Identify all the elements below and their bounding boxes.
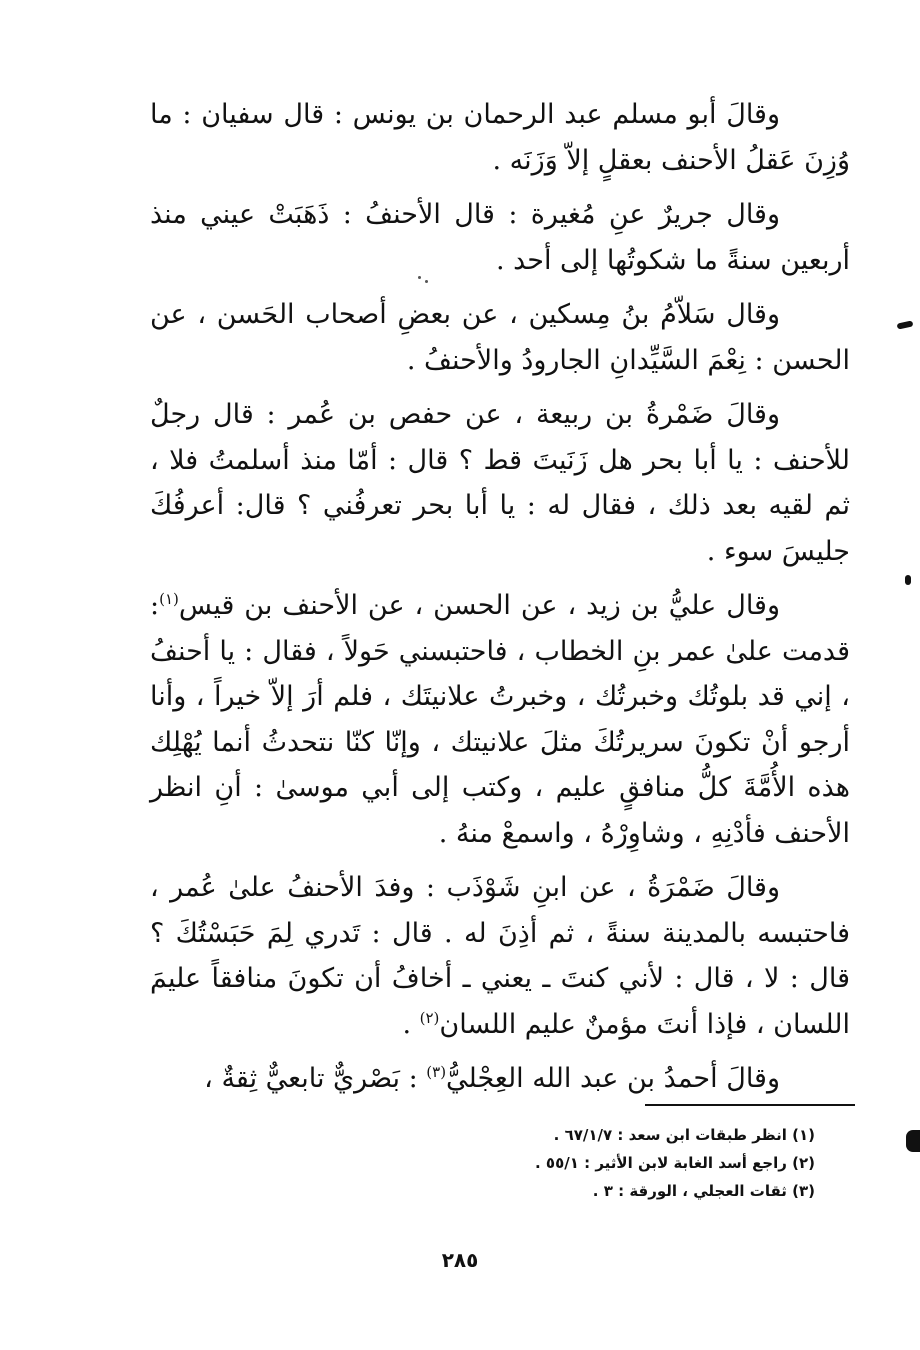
footnote-1: (١) انظر طبقات ابن سعد : ٦٧/١/٧ .	[553, 1126, 815, 1144]
footnote-3: (٣) ثقات العجلي ، الورقة : ٣ .	[592, 1182, 815, 1200]
paragraph-sallam: وقال سَلاّمُ بنُ مِسكين ، عن بعضِ أصحاب الحَسن ، عن الحسن : نِعْمَ السَّيِّدانِ الجارودُ والأحنفُ .	[150, 299, 850, 376]
paragraph-damra-2: وقالَ ضَمْرَةُ ، عن ابنِ شَوْذَب : وفدَ الأحنفُ علىٰ عُمر ، فاحتبسه بالمدينة سنةً ، ثم أذِنَ له . قال : تَدري لِمَ حَبَسْتُكَ ؟ قال : لا ، قال : لأني كنتَ ـ يعني ـ أخافُ أن تكونَ منافقاً عليمَ اللسان ، فإذا أنتَ مؤمنٌ عليم اللسان$^{(٢)}$ .	[150, 872, 850, 1040]
footnote-ref-3: (٣)	[426, 1063, 447, 1081]
paragraph-sufyan: وقالَ أبو مسلم عبد الرحمان بن يونس : قال سفيان : ما وُزِنَ عَقلُ الأحنف بعقلٍ إلاّ وَزَنَه .	[150, 99, 850, 176]
paragraph-jarir: وقال جريرٌ عنِ مُغيرة : قال الأحنفُ : ذَهَبَتْ عيني منذ أربعين سنةً ما شكوتُها إلى أحد .	[150, 199, 850, 276]
page-number: ٢٨٥	[441, 1248, 479, 1272]
scan-artifact-mark	[906, 1130, 920, 1152]
footnote-ref-2: (٢)	[419, 1008, 440, 1027]
paragraph-damra-1: وقالَ ضَمْرةُ بن ربيعة ، عن حفص بن عُمر : قال رجلٌ للأحنف : يا أبا بحر هل زَنَيتَ قط ؟ قال : أمّا منذ أسلمتُ فلا ، ثم لقيه بعد ذلك ، فقال له : يا أبا بحر تعرفُني ؟ قال: أعرفُكَ جليسَ سوء .	[150, 399, 850, 567]
scan-artifact-mark	[897, 320, 914, 329]
footnotes	[420, 1121, 815, 1205]
footnote-ref-1: (١)	[159, 590, 179, 608]
scan-artifact-mark	[905, 575, 911, 585]
paragraph-ali-ibn-zayd: وقال عليُّ بن زيد ، عن الحسن ، عن الأحنف بن قيس$^{(١)}$: قدمت علىٰ عمر بنِ الخطاب ، فاحتبسني حَولاً ، فقال : يا أحنفُ ، إني قد بلوتُك وخبرتُك ، وخبرتُ علانيتَك ، فلم أرَ إلاّ خيراً ، وأنا أرجو أنْ تكونَ سريرتُكَ مثلَ علانيتك ، وإنّا كنّا نتحدثُ أنما يُهْلِك هذه الأُمَّةَ كلُّ منافقٍ عليم ، وكتب إلى أبي موسىٰ : أنِ انظر الأحنف فأدْنِهِ ، وشاوِرْهُ ، واسمعْ منهُ .	[150, 590, 850, 849]
footnote-divider	[645, 1104, 855, 1106]
paragraph-ijli: وقالَ أحمدُ بن عبد الله العِجْليُّ$^{(٣)}$ : بَصْريٌّ تابعيٌّ ثِقةٌ ،	[204, 1063, 780, 1094]
main-text	[150, 92, 850, 1111]
scan-speck	[418, 276, 421, 279]
footnote-2: (٢) راجع أسد الغابة لابن الأثير : ٥٥/١ .	[535, 1154, 815, 1172]
scan-speck	[425, 280, 428, 283]
